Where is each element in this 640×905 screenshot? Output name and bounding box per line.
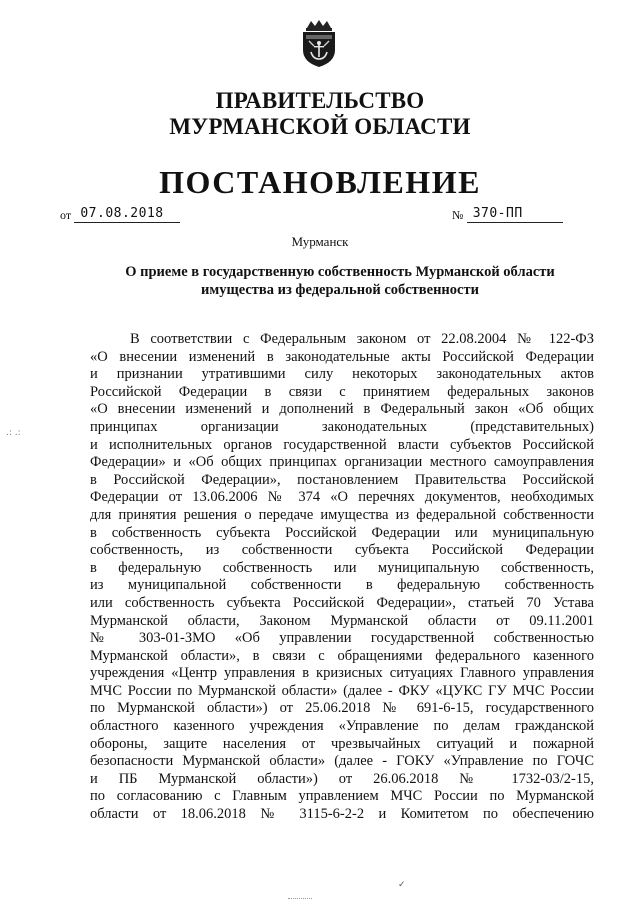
number-prefix: № bbox=[452, 208, 464, 222]
margin-scan-mark: .: .: bbox=[6, 428, 21, 438]
government-title-line1: ПРАВИТЕЛЬСТВО bbox=[215, 88, 425, 113]
body-line: в собственность субъекта Российской Федерации или муниципальную bbox=[90, 524, 594, 541]
body-line: «О внесении изменений в законодательные акты Российской Федерации bbox=[90, 348, 594, 365]
body-line: № 303-01-ЗМО «Об управлении государственной собственностью bbox=[90, 630, 594, 647]
body-line: принципах организации законодательных (представительных) bbox=[90, 418, 594, 435]
document-number bbox=[452, 205, 563, 225]
document-date bbox=[60, 205, 180, 225]
body-line: в федеральную собственность или муниципальную собственность, bbox=[90, 559, 594, 576]
resolution-subject bbox=[90, 263, 590, 299]
body-line: по согласованию с Главным управлением МЧС России по Мурманской bbox=[90, 788, 594, 805]
subject-line: имущества из федеральной собственности bbox=[201, 282, 479, 298]
body-line: «О внесении изменений и дополнений в Федеральный закон «Об общих bbox=[90, 401, 594, 418]
number-value: 370-ПП bbox=[467, 206, 563, 223]
body-line: для принятия решения о передаче имущества из федеральной собственности bbox=[90, 506, 594, 523]
document-type-title: ПОСТАНОВЛЕНИЕ bbox=[159, 164, 481, 200]
body-line: или собственность субъекта Российской Федерации», статьей 70 Устава bbox=[90, 594, 594, 611]
body-line: Мурманской области», в связи с обращениями федерального казенного bbox=[90, 647, 594, 664]
body-line: и ПБ Мурманской области») от 26.06.2018 № 1732-03/2-15, bbox=[90, 770, 594, 787]
government-title-line2: МУРМАНСКОЙ ОБЛАСТИ bbox=[169, 114, 471, 139]
body-line: МЧС России по Мурманской области» (далее - ФКУ «ЦУКС ГУ МЧС России bbox=[90, 682, 594, 699]
body-line: и признании утратившими силу некоторых законодательных актов bbox=[90, 366, 594, 383]
body-line: из муниципальной собственности в федеральную собственность bbox=[90, 577, 594, 594]
date-prefix: от bbox=[60, 208, 72, 222]
check-mark: ✓ bbox=[398, 880, 406, 890]
body-line: В соответствии с Федеральным законом от 22.08.2004 № 122-ФЗ bbox=[130, 331, 594, 347]
city-name: Мурманск bbox=[291, 234, 349, 249]
coat-of-arms-icon bbox=[297, 18, 341, 68]
body-line: Федерации от 13.06.2006 № 374 «О перечнях документов, необходимых bbox=[90, 489, 594, 506]
body-line: областного казенного учреждения «Управление по делам гражданской bbox=[90, 718, 594, 735]
body-line: по Мурманской области») от 25.06.2018 № 691-6-15, государственного bbox=[90, 700, 594, 717]
body-line: области от 18.06.2018 № 3115-6-2-2 и Комитетом по обеспечению bbox=[90, 806, 594, 823]
body-line: безопасности Мурманской области» (далее - ГОКУ «Управление по ГОЧС bbox=[90, 753, 594, 770]
body-line: Федерации» и «Об общих принципах организации местного самоуправления bbox=[90, 454, 594, 471]
body-line: обороны, защите населения от чрезвычайных ситуаций и пожарной bbox=[90, 735, 594, 752]
body-line: и исполнительных органов государственной власти субъектов Российской bbox=[90, 436, 594, 453]
body-line: собственность, из собственности субъекта Российской Федерации bbox=[90, 542, 594, 559]
body-line: Мурманской области, Законом Мурманской области от 09.11.2001 bbox=[90, 612, 594, 629]
scan-artifact bbox=[288, 898, 312, 901]
subject-line: О приеме в государственную собственность Мурманской области bbox=[125, 264, 555, 280]
body-line: в Российской Федерации», постановлением Правительства Российской bbox=[90, 471, 594, 488]
body-line: Российской Федерации в связи с принятием федеральных законов bbox=[90, 383, 594, 400]
date-value: 07.08.2018 bbox=[74, 206, 180, 223]
resolution-body bbox=[90, 331, 594, 824]
body-line: учреждения «Центр управления в кризисных ситуациях Главного управления bbox=[90, 665, 594, 682]
